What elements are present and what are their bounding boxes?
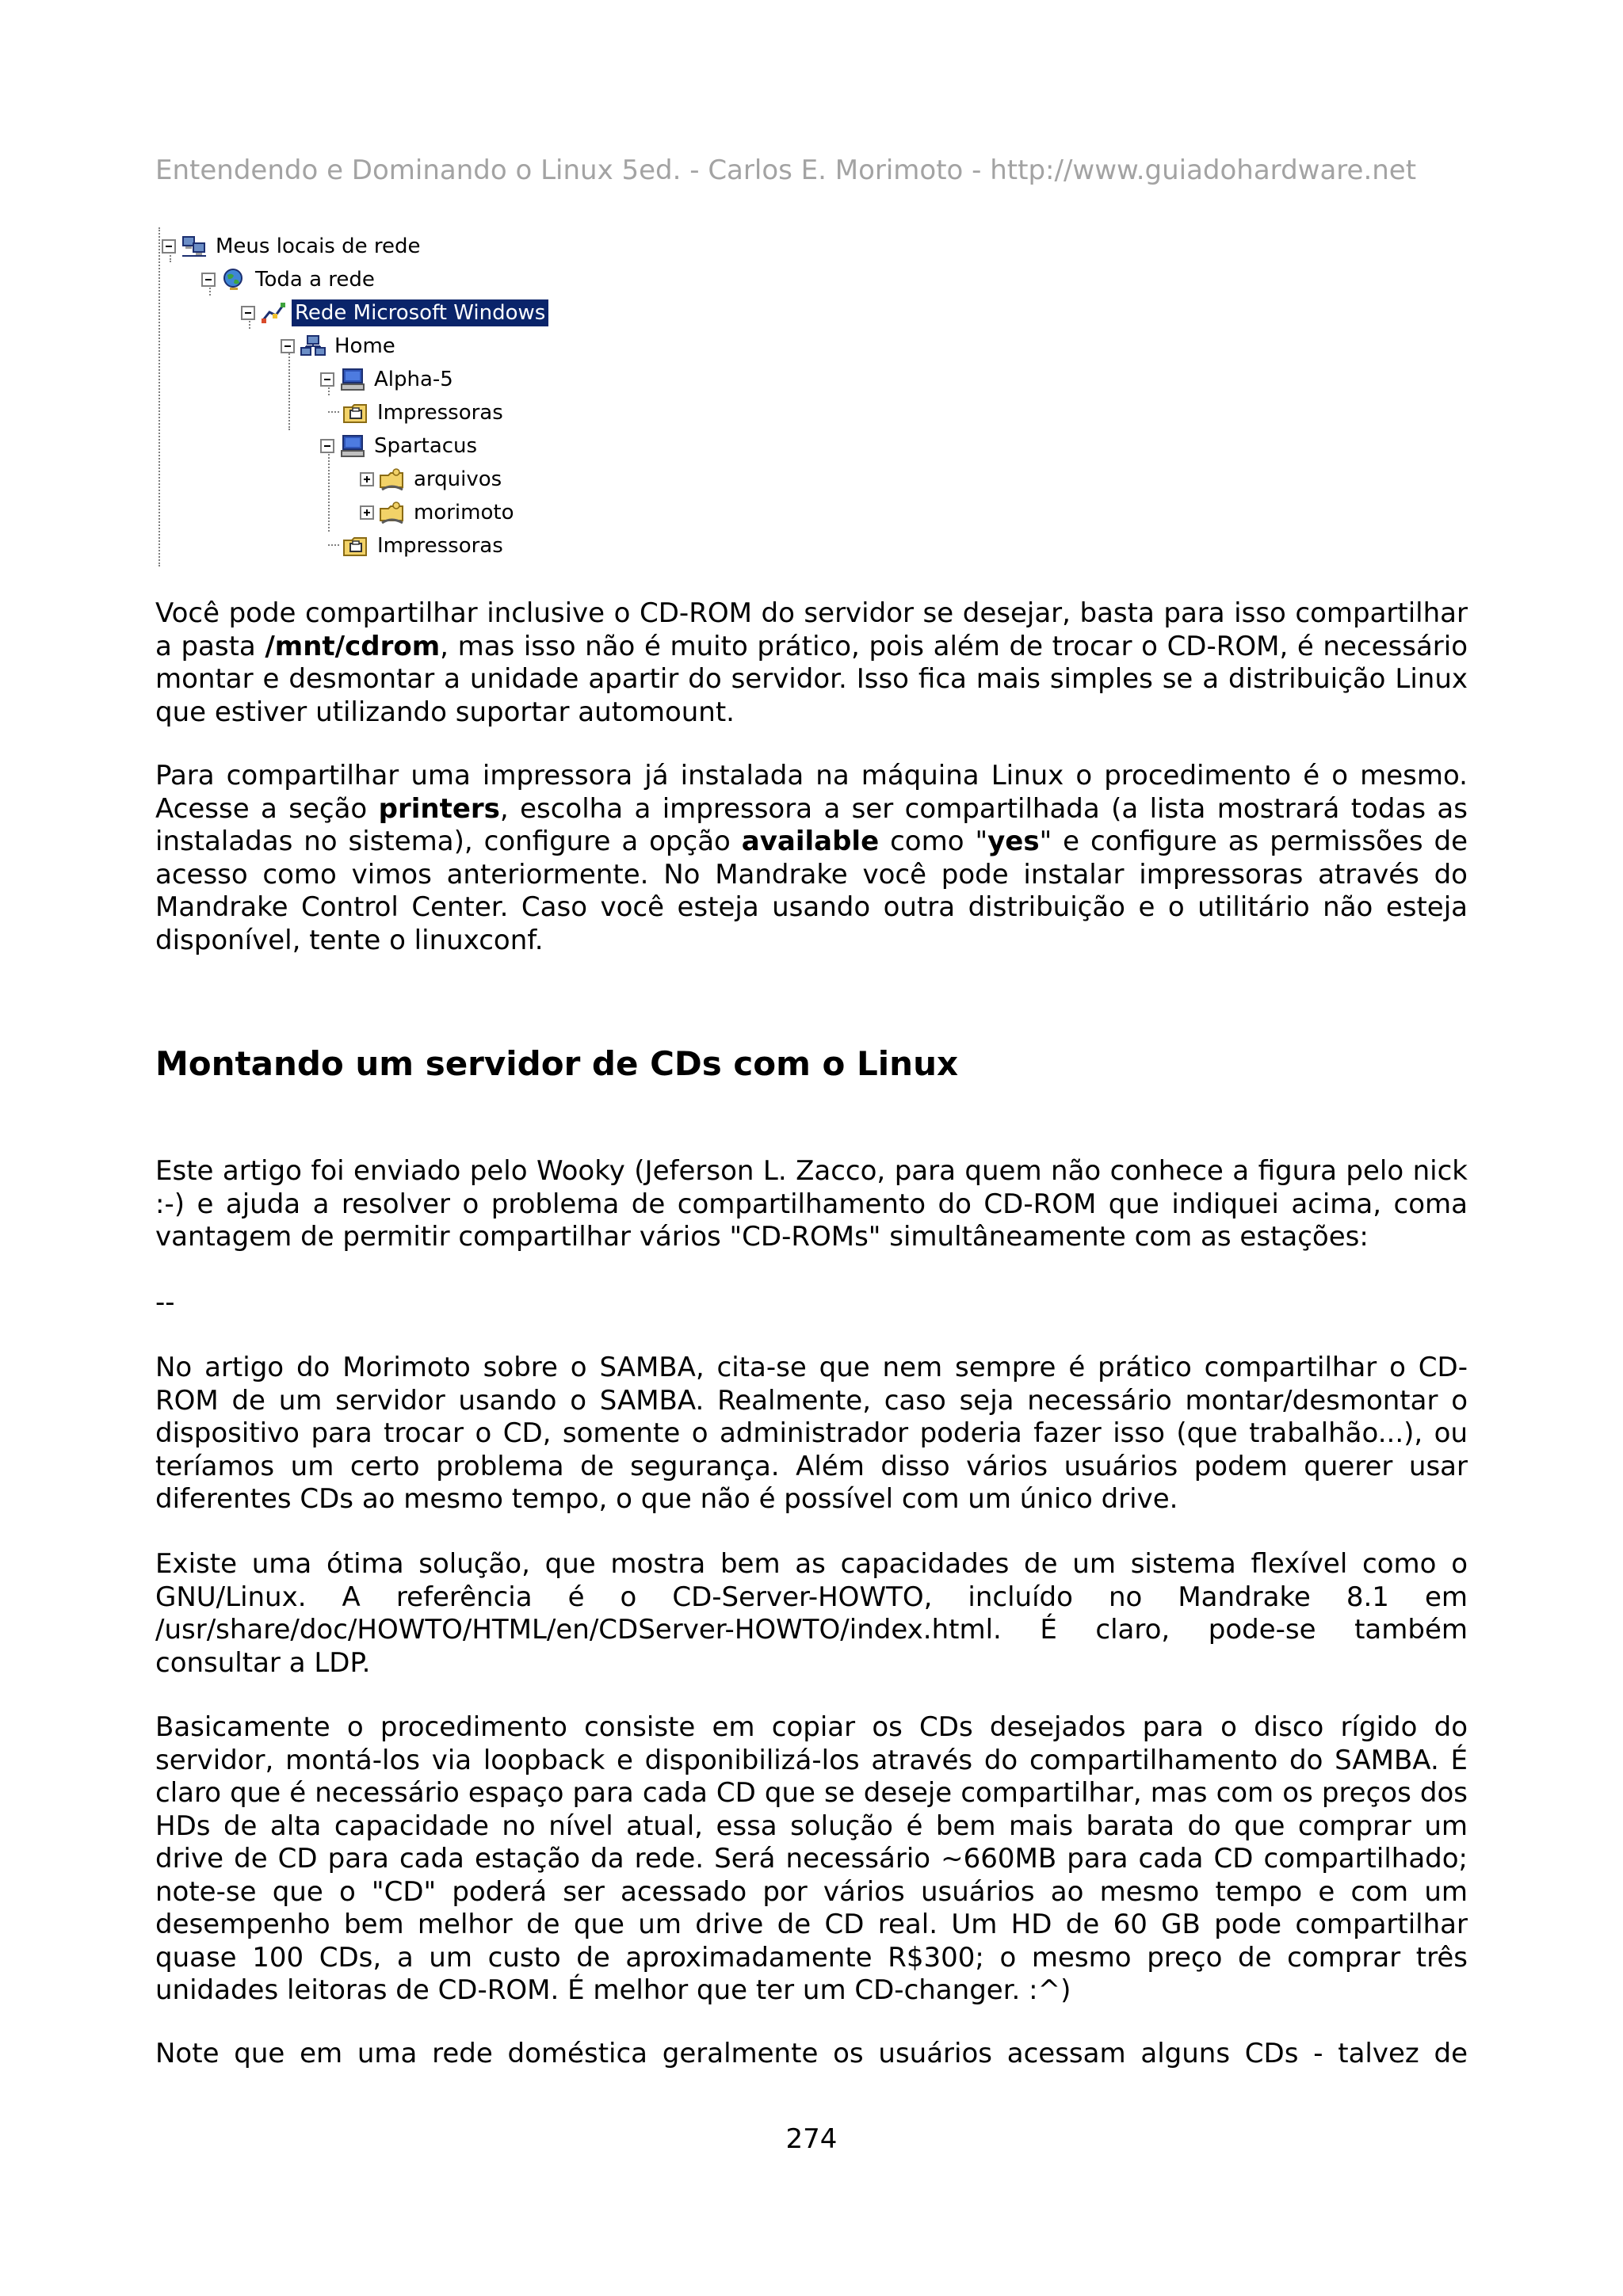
bold-term: yes [987, 826, 1040, 857]
tree-left-edge [158, 227, 163, 566]
tree-item-label: Rede Microsoft Windows [292, 299, 548, 326]
tree-item-label: morimoto [414, 501, 514, 524]
tree-item-morimoto[interactable] [360, 497, 517, 528]
expand-toggle-icon[interactable] [360, 472, 374, 486]
shared-folder-icon [379, 501, 406, 524]
collapse-toggle-icon[interactable] [320, 439, 334, 453]
tree-item-label: Spartacus [374, 434, 478, 458]
shared-folder-icon [379, 467, 406, 491]
globe-icon [220, 268, 247, 292]
paragraph-article-intro: Este artigo foi enviado pelo Wooky (Jeferson L. Zacco, para quem não conhece a figura pelo nick :-) e ajuda a resolver o problema de compartilhamento do CD-ROM que indiquei acima, coma vantagem de permitir compartilhar vários "CD-ROMs" simultâneamente com as estações: [155, 1155, 1468, 1253]
collapse-toggle-icon[interactable] [162, 239, 176, 254]
text-run: , escolha a impressora a ser compartilhada (a lista mostrará todas as instaladas no sistema), configure a opção [155, 792, 1468, 857]
text-run: , mas isso não é muito prático, pois além de trocar o CD-ROM, é necessário montar e desmontar a unidade apartir do servidor. Isso fica mais simples se a distribuição Linux que estiver utilizando suportar automount. [155, 630, 1468, 728]
paragraph-procedure: Basicamente o procedimento consiste em copiar os CDs desejados para o disco rígido do servidor, montá-los via loopback e disponibilizá-los através do compartilhamento do SAMBA. É claro que é necessário espaço para cada CD que se deseje compartilhar, mas com os preços dos HDs de alta capacidade no nível atual, essa solução é bem mais barata do que comprar um drive de CD para cada estação da rede. Será necessário ~660MB para cada CD compartilhado; note-se que o "CD" poderá ser acessado por vários usuários ao mesmo tempo e com um desempenho bem melhor de que um drive de CD real. Um HD de 60 GB pode compartilhar quase 100 CDs, a um custo de aproximadamente R$300; o mesmo preço de comprar três unidades leitoras de CD-ROM. É melhor que ter um CD-changer. :^) [155, 1711, 1468, 2006]
tree-item-meus-locais-de-rede[interactable] [162, 231, 424, 262]
expand-toggle-icon[interactable] [360, 505, 374, 520]
text-run: " e configure as permissões de acesso como vimos anteriormente. No Mandrake você pode instalar impressoras através do Mandrake Control Center. Caso você esteja usando outra distribuição e o utilitário não esteja disponível, tente o linuxconf. [155, 826, 1468, 956]
tree-branch-line [328, 411, 339, 414]
paragraph-samba-problem: No artigo do Morimoto sobre o SAMBA, cita-se que nem sempre é prático compartilhar o CD-ROM de um servidor usando o SAMBA. Realmente, caso seja necessário montar/desmontar o dispositivo para trocar o CD, somente o administrador poderia fazer isso (que trabalhão...), ou teríamos um certo problema de segurança. Além disso vários usuários podem querer usar diferentes CDs ao mesmo tempo, o que não é possível com um único drive. [155, 1352, 1468, 1515]
section-heading: Montando um servidor de CDs com o Linux [155, 1044, 959, 1083]
printers-folder-icon [342, 534, 369, 558]
tree-item-spartacus[interactable] [320, 430, 480, 462]
text-run: como " [879, 826, 988, 857]
computer-icon [339, 368, 366, 391]
tree-item-label: Alpha-5 [374, 368, 453, 391]
tree-item-label: Toda a rede [255, 268, 375, 292]
network-tree-screenshot [158, 227, 583, 566]
collapse-toggle-icon[interactable] [241, 306, 255, 320]
paragraph-printer-share [155, 760, 1468, 957]
tree-item-impressoras-alpha[interactable] [328, 397, 506, 429]
collapse-toggle-icon[interactable] [201, 273, 216, 287]
text-run: Para compartilhar uma impressora já instalada na máquina Linux o procedimento é o mesmo. Acesse a seção [155, 760, 1468, 825]
tree-item-toda-a-rede[interactable] [201, 264, 378, 296]
bold-term: available [741, 826, 880, 857]
text-run: Você pode compartilhar inclusive o CD-ROM do servidor se desejar, basta para isso compartilhar a pasta [155, 597, 1468, 662]
tree-item-rede-microsoft-windows[interactable] [241, 297, 548, 329]
tree-item-arquivos[interactable] [360, 463, 505, 495]
paragraph-solution: Existe uma ótima solução, que mostra bem as capacidades de um sistema flexível como o GNU/Linux. A referência é o CD-Server-HOWTO, incluído no Mandrake 8.1 em /usr/share/doc/HOWTO/HTML/en/CDServer-HOWTO/index.html. É claro, pode-se também consultar a LDP. [155, 1548, 1468, 1679]
paragraph-cdrom-share [155, 597, 1468, 729]
separator-text: -- [155, 1287, 175, 1318]
running-header: Entendendo e Dominando o Linux 5ed. - Carlos E. Morimoto - http://www.guiadohardware.net [155, 154, 1417, 186]
network-places-icon [181, 235, 208, 258]
workgroup-icon [300, 334, 327, 358]
bold-path: /mnt/cdrom [265, 630, 441, 662]
tree-item-home[interactable] [281, 330, 399, 362]
tree-item-label: arquivos [414, 467, 502, 491]
paragraph-home-network: Note que em uma rede doméstica geralmente os usuários acessam alguns CDs - talvez de [155, 2038, 1468, 2069]
tree-item-impressoras-spartacus[interactable] [328, 530, 506, 562]
computer-icon [339, 434, 366, 458]
printers-folder-icon [342, 401, 369, 425]
collapse-toggle-icon[interactable] [320, 372, 334, 387]
collapse-toggle-icon[interactable] [281, 339, 295, 353]
bold-term: printers [378, 792, 500, 825]
tree-item-label: Impressoras [377, 401, 503, 425]
tree-item-label: Impressoras [377, 534, 503, 558]
page-number: 274 [785, 2123, 838, 2155]
tree-branch-line [328, 544, 339, 547]
tree-item-label: Home [334, 334, 395, 358]
tree-item-alpha-5[interactable] [320, 364, 456, 395]
tree-item-label: Meus locais de rede [216, 235, 421, 258]
windows-network-icon [260, 301, 287, 325]
